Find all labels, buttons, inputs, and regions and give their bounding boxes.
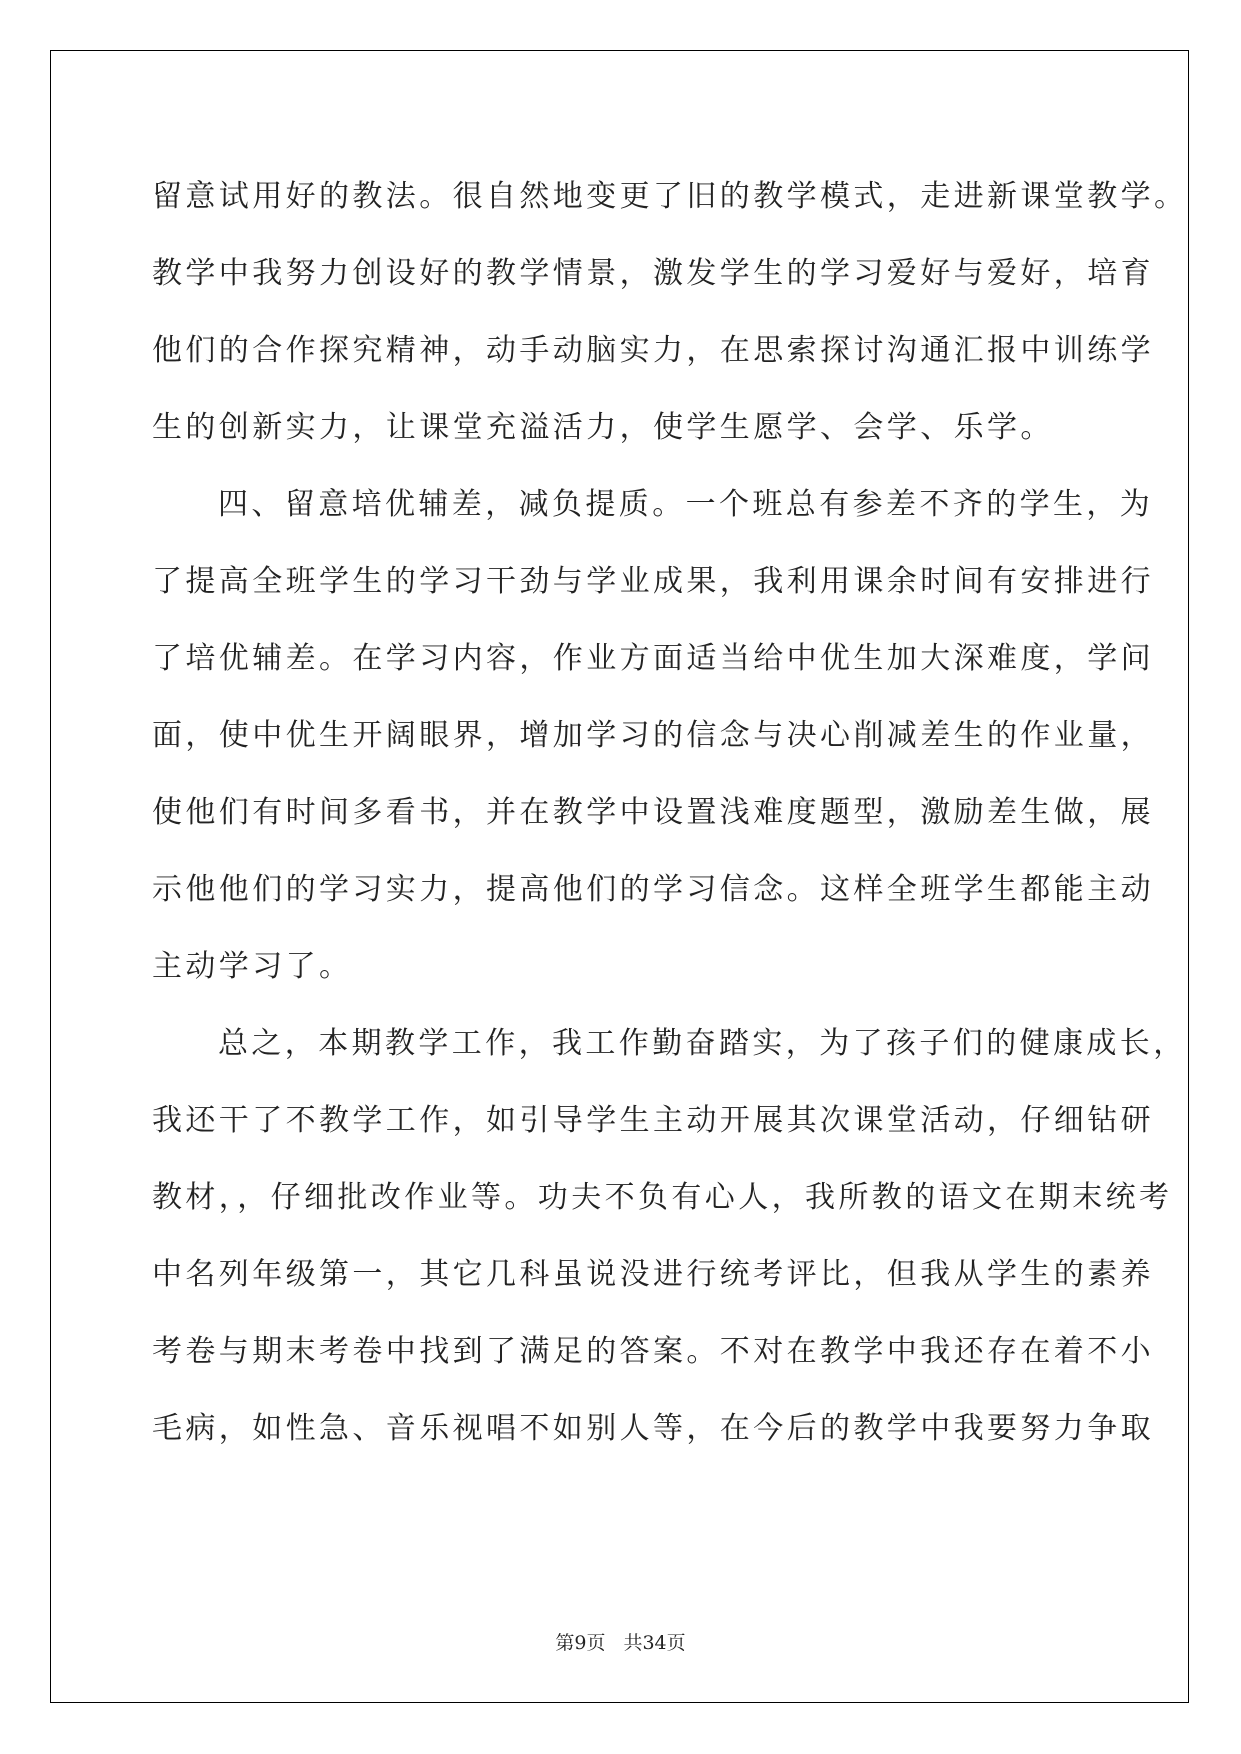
text-line: 中名列年级第一，其它几科虽说没进行统考评比，但我从学生的素养 bbox=[152, 1257, 1154, 1292]
text-line: 示他他们的学习实力，提高他们的学习信念。这样全班学生都能主动 bbox=[152, 872, 1154, 907]
paragraph-start-line: 四、留意培优辅差，减负提质。一个班总有参差不齐的学生，为 bbox=[218, 487, 1154, 522]
text-line: 了培优辅差。在学习内容，作业方面适当给中优生加大深难度，学问 bbox=[152, 641, 1154, 676]
text-line: 留意试用好的教法。很自然地变更了旧的教学模式，走进新课堂教学。 bbox=[152, 179, 1188, 214]
text-line: 他们的合作探究精神，动手动脑实力，在思索探讨沟通汇报中训练学 bbox=[152, 333, 1154, 368]
page-total: 共34页 bbox=[623, 1632, 686, 1654]
page-footer bbox=[0, 1628, 1241, 1655]
text-line: 生的创新实力，让课堂充溢活力，使学生愿学、会学、乐学。 bbox=[152, 410, 1054, 445]
text-line: 我还干了不教学工作，如引导学生主动开展其次课堂活动，仔细钻研 bbox=[152, 1103, 1154, 1138]
text-line: 教学中我努力创设好的教学情景，激发学生的学习爱好与爱好，培育 bbox=[152, 256, 1154, 291]
document-body bbox=[152, 158, 1188, 1467]
text-line: 教材，，仔细批改作业等。功夫不负有心人，我所教的语文在期末统考 bbox=[152, 1180, 1173, 1215]
page-number: 第9页 bbox=[555, 1632, 606, 1654]
text-line: 面，使中优生开阔眼界，增加学习的信念与决心削减差生的作业量， bbox=[152, 718, 1154, 753]
text-line: 主动学习了。 bbox=[152, 949, 353, 984]
text-line: 考卷与期末考卷中找到了满足的答案。不对在教学中我还存在着不小 bbox=[152, 1334, 1154, 1369]
text-line: 毛病，如性急、音乐视唱不如别人等，在今后的教学中我要努力争取 bbox=[152, 1411, 1154, 1446]
text-line: 了提高全班学生的学习干劲与学业成果，我利用课余时间有安排进行 bbox=[152, 564, 1154, 599]
text-line: 使他们有时间多看书，并在教学中设置浅难度题型，激励差生做，展 bbox=[152, 795, 1154, 830]
paragraph-start-line: 总之，本期教学工作，我工作勤奋踏实，为了孩子们的健康成长， bbox=[218, 1026, 1187, 1061]
